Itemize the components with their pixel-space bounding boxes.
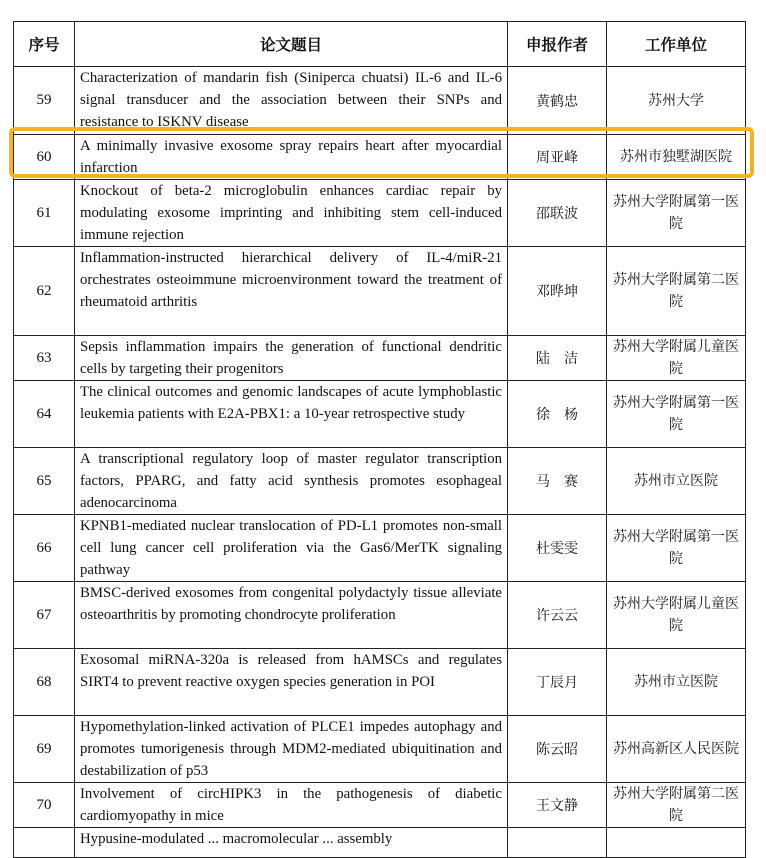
row-no: 70: [14, 783, 75, 828]
table-row: [14, 67, 746, 135]
row-author: 许云云: [508, 582, 607, 649]
row-unit: 苏州大学附属儿童医院: [607, 582, 746, 649]
row-author: 丁辰月: [508, 649, 607, 716]
row-title-text: A minimally invasive exosome spray repairs heart after myocardial infarction: [80, 138, 502, 176]
row-unit: 苏州大学: [607, 67, 746, 135]
row-author: 黄鹤忠: [508, 67, 607, 135]
row-title-text: KPNB1-mediated nuclear translocation of PD-L1 promotes non-small cell lung cancer cell proliferation via the Gas6/MerTK signaling pathway: [80, 518, 502, 578]
row-title-text: Exosomal miRNA-320a is released from hAMSCs and regulates SIRT4 to prevent reactive oxygen species generation in POI: [80, 652, 502, 690]
table-row-partial: [14, 828, 746, 858]
header-no: 序号: [14, 22, 75, 67]
row-author: 邓晔坤: [508, 247, 607, 336]
row-author: 王文静: [508, 783, 607, 828]
row-title: [75, 180, 508, 247]
row-title: [75, 716, 508, 783]
row-title-text: The clinical outcomes and genomic landscapes of acute lymphoblastic leukemia patients with E2A-PBX1: a 10-year retrospective study: [80, 384, 502, 422]
row-author: 陈云昭: [508, 716, 607, 783]
row-title-text: Hypusine-modulated ... macromolecular ... assembly: [80, 831, 393, 847]
row-no: 64: [14, 381, 75, 448]
row-no: 67: [14, 582, 75, 649]
row-unit: [607, 828, 746, 858]
row-author: 马赛: [508, 448, 607, 515]
row-no: 63: [14, 336, 75, 381]
row-author: 徐杨: [508, 381, 607, 448]
row-title-text: Involvement of circHIPK3 in the pathogenesis of diabetic cardiomyopathy in mice: [80, 786, 502, 824]
header-author: 申报作者: [508, 22, 607, 67]
row-author: [508, 828, 607, 858]
row-no: 65: [14, 448, 75, 515]
row-title: [75, 135, 508, 180]
table-row: [14, 448, 746, 515]
table-row: [14, 381, 746, 448]
row-author: 邵联波: [508, 180, 607, 247]
row-no: 69: [14, 716, 75, 783]
row-title: [75, 381, 508, 448]
header-row: [14, 22, 746, 67]
row-no: 60: [14, 135, 75, 180]
table-row: [14, 180, 746, 247]
row-title: [75, 828, 508, 858]
table-row: [14, 582, 746, 649]
row-title-text: Characterization of mandarin fish (Siniperca chuatsi) IL-6 and IL-6 signal transducer and the association between their SNPs and resistance to ISKNV disease: [80, 70, 502, 130]
row-unit: 苏州市立医院: [607, 448, 746, 515]
row-unit: 苏州高新区人民医院: [607, 716, 746, 783]
row-no: [14, 828, 75, 858]
row-no: 61: [14, 180, 75, 247]
table-row: [14, 783, 746, 828]
row-no: 62: [14, 247, 75, 336]
paper-table: [13, 21, 746, 858]
row-title: [75, 67, 508, 135]
row-no: 68: [14, 649, 75, 716]
row-title: [75, 649, 508, 716]
row-title-text: Sepsis inflammation impairs the generation of functional dendritic cells by targeting their progenitors: [80, 339, 502, 377]
row-title: [75, 582, 508, 649]
row-author: 杜雯雯: [508, 515, 607, 582]
row-author: 陆洁: [508, 336, 607, 381]
row-title: [75, 515, 508, 582]
row-title: [75, 448, 508, 515]
row-title-text: Knockout of beta-2 microglobulin enhances cardiac repair by modulating exosome imprinting and inhibiting stem cell-induced immune rejection: [80, 183, 502, 243]
row-unit: 苏州大学附属第二医院: [607, 783, 746, 828]
row-title: [75, 336, 508, 381]
row-title-text: A transcriptional regulatory loop of master regulator transcription factors, PPARG, and fatty acid synthesis promotes esophageal adenocarcinoma: [80, 451, 502, 511]
row-author: 周亚峰: [508, 135, 607, 180]
row-no: 66: [14, 515, 75, 582]
row-unit: 苏州大学附属儿童医院: [607, 336, 746, 381]
row-title-text: Hypomethylation-linked activation of PLCE1 impedes autophagy and promotes tumorigenesis through MDM2-mediated ubiquitination and destabilization of p53: [80, 719, 502, 779]
table-row: [14, 515, 746, 582]
row-title-text: BMSC-derived exosomes from congenital polydactyly tissue alleviate osteoarthritis by promoting chondrocyte proliferation: [80, 585, 502, 623]
table-row: [14, 649, 746, 716]
table-row: [14, 716, 746, 783]
header-unit: 工作单位: [607, 22, 746, 67]
row-unit: 苏州大学附属第二医院: [607, 247, 746, 336]
table-row: [14, 336, 746, 381]
row-title: [75, 783, 508, 828]
row-unit: 苏州大学附属第一医院: [607, 515, 746, 582]
row-unit: 苏州市立医院: [607, 649, 746, 716]
header-title: 论文题目: [75, 22, 508, 67]
row-title-text: Inflammation-instructed hierarchical delivery of IL-4/miR-21 orchestrates osteoimmune microenvironment toward the treatment of rheumatoid arthritis: [80, 250, 502, 310]
row-unit: 苏州大学附属第一医院: [607, 381, 746, 448]
table-row: [14, 247, 746, 336]
row-unit: 苏州市独墅湖医院: [607, 135, 746, 180]
row-no: 59: [14, 67, 75, 135]
row-title: [75, 247, 508, 336]
row-unit: 苏州大学附属第一医院: [607, 180, 746, 247]
table-row-highlighted: [14, 135, 746, 180]
